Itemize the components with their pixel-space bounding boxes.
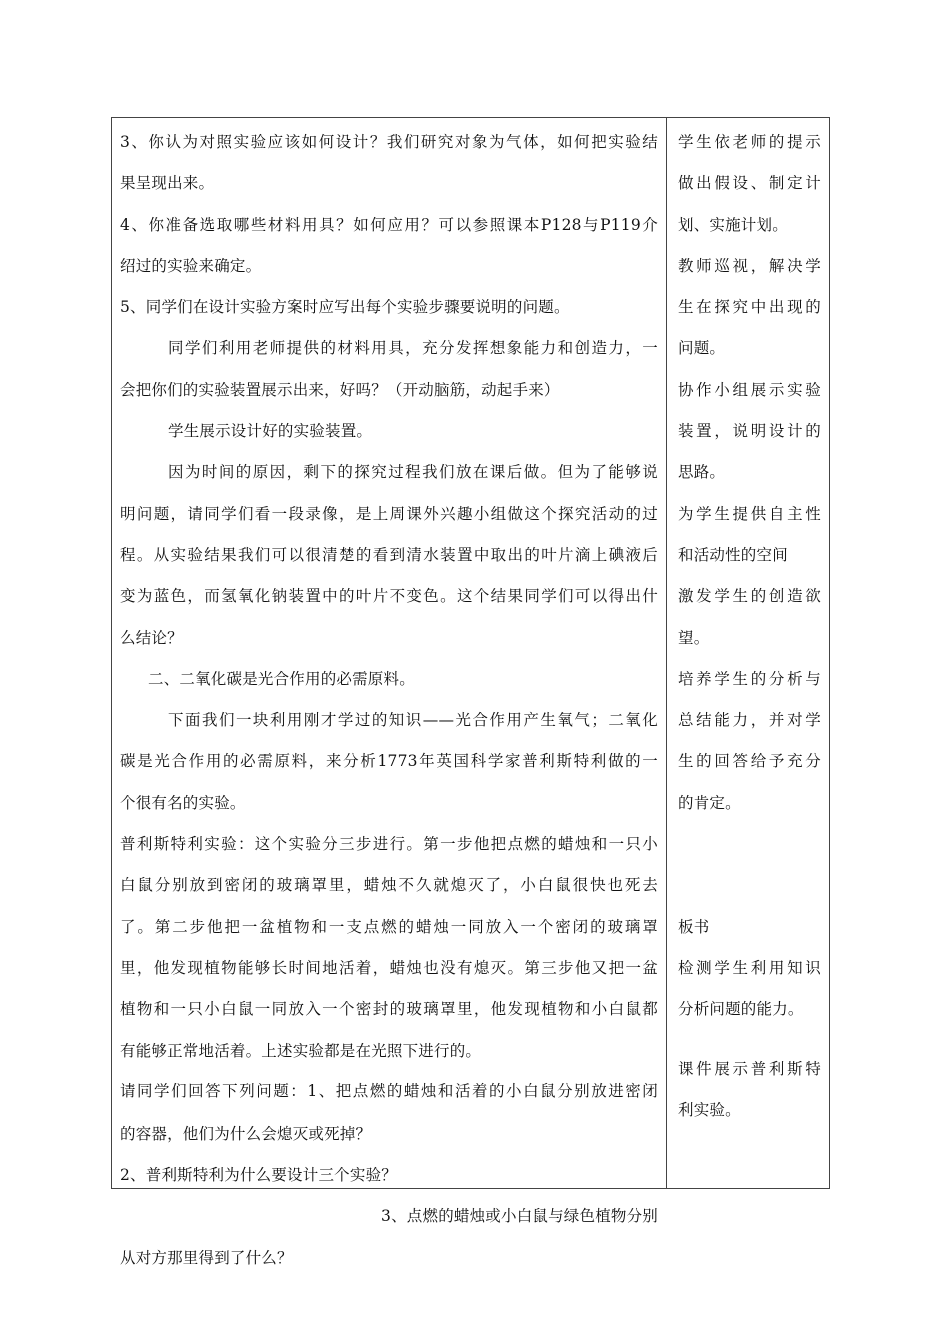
text-line: 请同学们回答下列问题：1、把点燃的蜡烛和活着的小白鼠分别放进密闭 <box>120 1081 658 1100</box>
text-line: 从对方那里得到了什么？ <box>120 1248 293 1267</box>
teaching-content-cell <box>112 118 666 1267</box>
note-line: 板书 <box>678 917 710 936</box>
note-line: 协作小组展示实验 <box>678 380 821 399</box>
text-line: 2、普利斯特利为什么要设计三个实验？ <box>120 1166 397 1185</box>
section-heading: 二、二氧化碳是光合作用的必需原料。 <box>148 669 415 688</box>
note-line: 装置，说明设计的 <box>678 422 821 441</box>
note-line: 检测学生利用知识 <box>678 958 821 977</box>
note-line: 课件展示普利斯特 <box>678 1059 821 1078</box>
text-line: 明问题，请同学们看一段录像，是上周课外兴趣小组做这个探究活动的过 <box>120 504 658 523</box>
lesson-table <box>111 117 830 1267</box>
text-line: 植物和一只小白鼠一同放入一个密封的玻璃罩里，他发现植物和小白鼠都 <box>120 1000 658 1019</box>
note-line: 教师巡视，解决学 <box>678 256 821 275</box>
text-line: 程。从实验结果我们可以很清楚的看到清水装置中取出的叶片滴上碘液后 <box>120 545 658 564</box>
spacer <box>678 865 821 906</box>
note-line: 做出假设、制定计 <box>678 174 821 193</box>
note-line: 生在探究中出现的 <box>678 298 821 317</box>
text-line: 5、同学们在设计实验方案时应写出每个实验步骤要说明的问题。 <box>120 298 570 317</box>
note-line: 激发学生的创造欲 <box>678 587 821 606</box>
note-line: 的肯定。 <box>678 793 741 812</box>
note-line: 为学生提供自主性 <box>678 504 821 523</box>
text-line: 因为时间的原因，剩下的探究过程我们放在课后做。但为了能够说 <box>168 463 658 482</box>
text-line: 里，他发现植物能够长时间地活着，蜡烛也没有熄灭。第三步他又把一盆 <box>120 958 658 977</box>
text-line: 3、点燃的蜡烛或小白鼠与绿色植物分别 <box>381 1207 658 1226</box>
text-line: 变为蓝色，而氢氧化钠装置中的叶片不变色。这个结果同学们可以得出什 <box>120 587 658 606</box>
note-line: 生的回答给予充分 <box>678 752 821 771</box>
column-divider <box>666 118 667 1188</box>
note-line: 总结能力，并对学 <box>678 711 821 730</box>
note-line: 利实验。 <box>678 1100 741 1119</box>
note-line: 问题。 <box>678 339 726 358</box>
note-line: 学生依老师的提示 <box>678 133 821 151</box>
text-line: 么结论？ <box>120 628 183 647</box>
note-line: 划、实施计划。 <box>678 215 788 234</box>
text-line: 了。第二步他把一盆植物和一支点燃的蜡烛一同放入一个密闭的玻璃罩 <box>120 917 658 936</box>
spacer <box>678 824 821 865</box>
note-line: 分析问题的能力。 <box>678 1000 804 1019</box>
text-line: 白鼠分别放到密闭的玻璃罩里，蜡烛不久就熄灭了，小白鼠很快也死去 <box>120 876 658 895</box>
text-line: 3、你认为对照实验应该如何设计？我们研究对象为气体，如何把实验结 <box>120 133 658 151</box>
text-line: 有能够正常地活着。上述实验都是在光照下进行的。 <box>120 1041 482 1060</box>
note-line: 培养学生的分析与 <box>678 669 821 688</box>
note-line: 望。 <box>678 628 710 647</box>
note-line: 思路。 <box>678 463 726 482</box>
design-intent-cell <box>668 118 829 1188</box>
text-line: 的容器，他们为什么会熄灭或死掉？ <box>120 1124 372 1143</box>
text-line: 学生展示设计好的实验装置。 <box>168 422 373 441</box>
note-line: 和活动性的空间 <box>678 545 788 564</box>
text-line: 同学们利用老师提供的材料用具，充分发挥想象能力和创造力，一 <box>168 339 658 358</box>
text-line: 碳是光合作用的必需原料，来分析1773年英国科学家普利斯特利做的一 <box>120 752 658 771</box>
text-line: 下面我们一块利用刚才学过的知识——光合作用产生氧气；二氧化 <box>168 711 658 730</box>
text-line: 普利斯特利实验：这个实验分三步进行。第一步他把点燃的蜡烛和一只小 <box>120 835 658 854</box>
text-line: 个很有名的实验。 <box>120 793 246 812</box>
text-line: 果呈现出来。 <box>120 174 215 193</box>
text-line: 会把你们的实验装置展示出来，好吗？（开动脑筋，动起手来） <box>120 380 560 399</box>
text-line: 4、你准备选取哪些材料用具？如何应用？可以参照课本P128与P119介 <box>120 215 658 234</box>
text-line: 绍过的实验来确定。 <box>120 256 262 275</box>
